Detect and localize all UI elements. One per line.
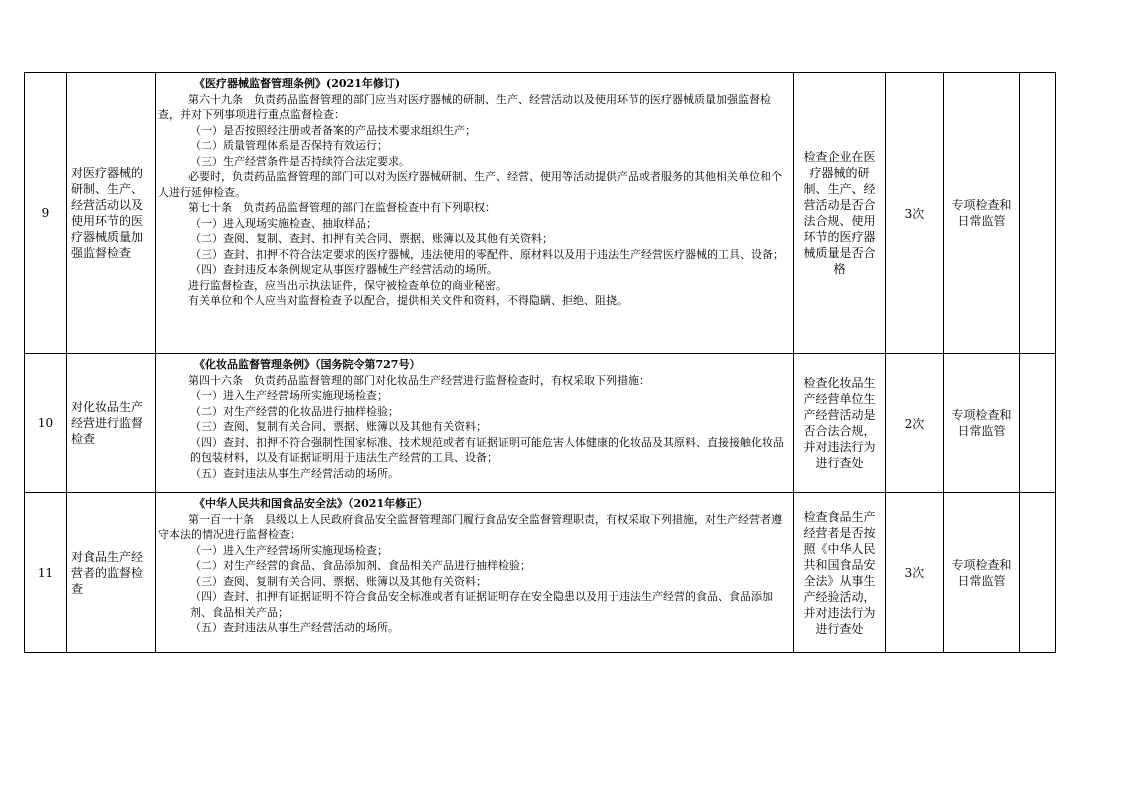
inspection-table <box>24 72 1056 653</box>
inspection-frequency: 2次 <box>886 354 944 493</box>
row-number: 11 <box>25 493 67 653</box>
table-row <box>25 354 1056 493</box>
law-line: （五）查封违法从事生产经营活动的场所。 <box>190 621 399 634</box>
remarks-cell <box>1020 493 1056 653</box>
law-line: （四）查封违反本条例规定从事医疗器械生产经营活动的场所。 <box>190 263 498 276</box>
law-line: 有关单位和个人应当对监督检查予以配合，提供相关文件和资料，不得隐瞒、拒绝、阻挠。 <box>188 294 628 307</box>
inspection-standard: 检查企业在医疗器械的研制、生产、经营活动是否合法合规、使用环节的医疗器械质量是否合格 <box>794 73 886 354</box>
legal-basis <box>156 354 794 493</box>
law-line: （三）查阅、复制有关合同、票据、账簿以及其他有关资料； <box>190 574 487 588</box>
remarks-cell <box>1020 354 1056 493</box>
legal-basis <box>156 493 794 653</box>
law-line: （二）查阅、复制、查封、扣押有关合同、票据、账簿以及其他有关资料； <box>190 232 553 245</box>
law-line: （一）进入生产经营场所实施现场检查； <box>190 389 388 402</box>
law-title: 《中华人民共和国食品安全法》（2021年修正） <box>194 497 429 510</box>
inspection-mode: 专项检查和日常监管 <box>944 73 1020 354</box>
inspection-mode: 专项检查和日常监管 <box>944 493 1020 653</box>
law-line: 第一百一十条 县级以上人民政府食品安全监督管理部门履行食品安全监督管理职责，有权采取下列措施，对生产经营者遵守本法的情况进行监督检查： <box>158 512 782 541</box>
table-row <box>25 73 1056 354</box>
inspection-item: 对化妆品生产经营进行监督检查 <box>67 354 156 493</box>
law-line: （三）查阅、复制有关合同、票据、账簿以及其他有关资料； <box>190 420 487 433</box>
law-line: （二）对生产经营的食品、食品添加剂、食品相关产品进行抽样检验； <box>190 559 531 572</box>
inspection-item: 对医疗器械的研制、生产、经营活动以及使用环节的医疗器械质量加强监督检查 <box>67 73 156 354</box>
law-line: 第七十条 负责药品监督管理的部门在监督检查中有下列职权： <box>188 201 496 214</box>
law-line: （一）是否按照经注册或者备案的产品技术要求组织生产； <box>190 123 476 137</box>
table-row <box>25 493 1056 653</box>
inspection-standard: 检查食品生产经营者是否按照《中华人民共和国食品安全法》从事生产经验活动，并对违法行为进行查处 <box>794 493 886 653</box>
row-number: 10 <box>25 354 67 493</box>
row-number: 9 <box>25 73 67 354</box>
law-title: 《医疗器械监督管理条例》(2021年修订) <box>194 77 401 90</box>
inspection-mode: 专项检查和日常监管 <box>944 354 1020 493</box>
legal-basis <box>156 73 794 354</box>
law-line: （三）生产经营条件是否持续符合法定要求。 <box>190 154 410 168</box>
law-body <box>158 92 787 309</box>
law-line: （四）查封、扣押不符合强制性国家标准、技术规范或者有证据证明可能危害人体健康的化妆品及其原料、直接接触化妆品的包装材料，以及有证据证明用于违法生产经营的工具、设备； <box>190 435 784 464</box>
law-body <box>158 373 787 482</box>
law-line: （三）查封、扣押不符合法定要求的医疗器械，违法使用的零配件、原材料以及用于违法生产经营医疗器械的工具、设备； <box>190 247 784 261</box>
law-body <box>158 512 787 636</box>
law-line: （一）进入生产经营场所实施现场检查； <box>190 543 388 557</box>
law-line: （五）查封违法从事生产经营活动的场所。 <box>190 466 399 480</box>
law-line: 第六十九条 负责药品监督管理的部门应当对医疗器械的研制、生产、经营活动以及使用环节的医疗器械质量加强监督检查，并对下列事项进行重点监督检查： <box>158 92 771 121</box>
law-title: 《化妆品监督管理条例》（国务院令第727号） <box>194 358 421 371</box>
inspection-frequency: 3次 <box>886 493 944 653</box>
law-line: 第四十六条 负责药品监督管理的部门对化妆品生产经营进行监督检查时，有权采取下列措施： <box>188 373 650 387</box>
law-line: （二）质量管理体系是否保持有效运行； <box>190 139 388 152</box>
law-line: （二）对生产经营的化妆品进行抽样检验； <box>190 404 399 418</box>
law-line: （一）进入现场实施检查、抽取样品； <box>190 216 377 230</box>
inspection-standard: 检查化妆品生产经营单位生产经营活动是否合法合规，并对违法行为进行查处 <box>794 354 886 493</box>
inspection-item: 对食品生产经营者的监督检查 <box>67 493 156 653</box>
law-line: 必要时，负责药品监督管理的部门可以对为医疗器械研制、生产、经营、使用等活动提供产品或者服务的其他相关单位和个人进行延伸检查。 <box>158 170 782 199</box>
remarks-cell <box>1020 73 1056 354</box>
law-line: （四）查封、扣押有证据证明不符合食品安全标准或者有证据证明存在安全隐患以及用于违法生产经营的食品、食品添加剂、食品相关产品； <box>190 590 773 619</box>
inspection-frequency: 3次 <box>886 73 944 354</box>
law-line: 进行监督检查，应当出示执法证件，保守被检查单位的商业秘密。 <box>188 278 507 292</box>
